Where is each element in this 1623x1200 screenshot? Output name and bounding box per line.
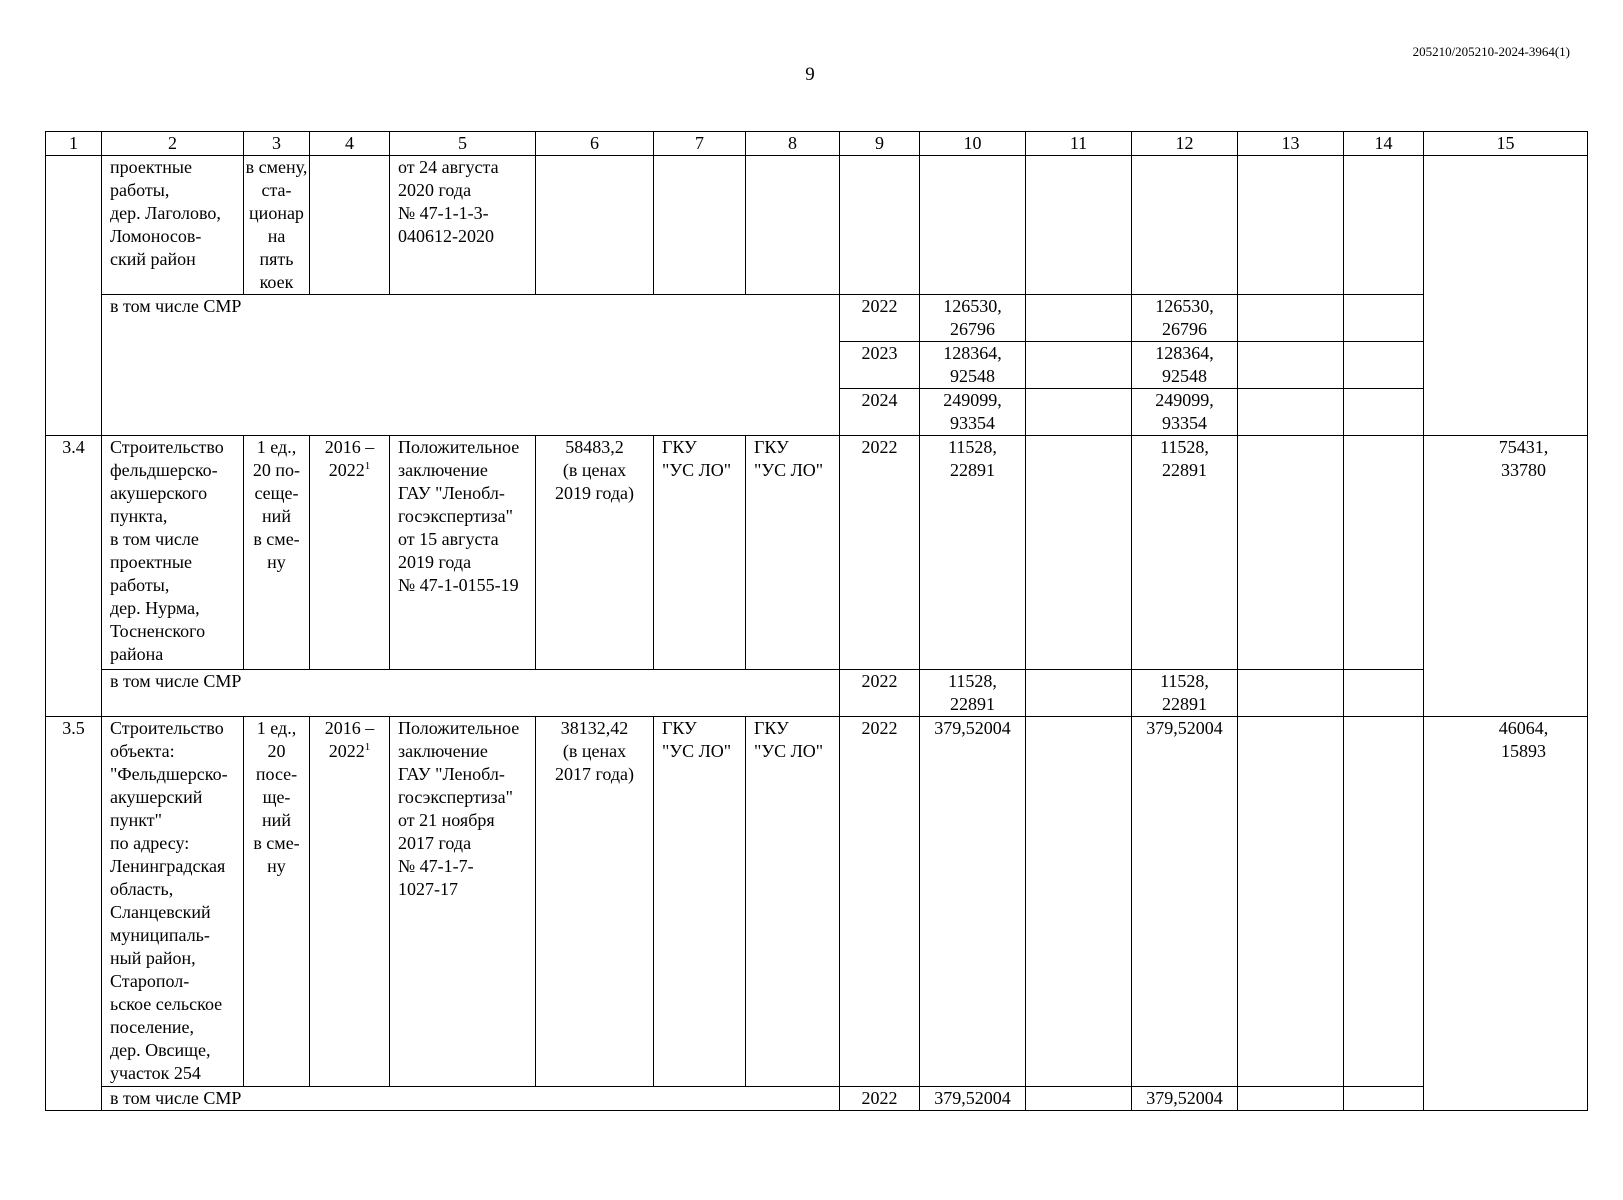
value-cell: 379,52004	[1132, 1087, 1238, 1111]
capacity-cell: 1 ед., 20 по- сеще- ний в сме- ну	[244, 436, 310, 670]
value-cell	[1344, 670, 1424, 717]
year-cell: 2022	[840, 670, 920, 717]
header-cell: 10	[920, 132, 1026, 156]
header-cell: 3	[244, 132, 310, 156]
expertise-cell: Положительное заключение ГАУ "Ленобл- госэкспертиза" от 21 ноября 2017 года № 47-1-7- 1027-17	[390, 717, 536, 1087]
value-cell: 126530, 26796	[920, 295, 1026, 342]
customer-cell: ГКУ "УС ЛО"	[654, 436, 746, 670]
table-row	[46, 717, 1588, 1087]
value-cell: 11528, 22891	[920, 436, 1026, 670]
customer-cell: ГКУ "УС ЛО"	[654, 717, 746, 1087]
header-cell: 2	[102, 132, 244, 156]
period-text: 2016 – 2022	[324, 437, 375, 480]
object-name-cell: проектные работы, дер. Лаголово, Ломоносов- ский район	[102, 156, 244, 295]
capacity-cell: 1 ед., 20 посе- ще- ний в сме- ну	[244, 717, 310, 1087]
value-cell: 126530, 26796	[1132, 295, 1238, 342]
header-cell: 5	[390, 132, 536, 156]
cost-cell	[536, 156, 654, 295]
expertise-cell: Положительное заключение ГАУ "Ленобл- госэкспертиза" от 15 августа 2019 года № 47-1-0155-19	[390, 436, 536, 670]
header-cell: 1	[46, 132, 102, 156]
value-cell: 249099, 93354	[1132, 389, 1238, 436]
value-cell	[1344, 342, 1424, 389]
value-cell	[1026, 295, 1132, 342]
value-cell	[1238, 342, 1344, 389]
cost-cell: 38132,42 (в ценах 2017 года)	[536, 717, 654, 1087]
total-cell: 75431, 33780	[1424, 436, 1588, 717]
value-cell	[1344, 717, 1424, 1087]
investment-table	[45, 131, 1588, 1111]
header-cell: 12	[1132, 132, 1238, 156]
value-cell	[1238, 156, 1344, 295]
value-cell	[1026, 670, 1132, 717]
table-row	[46, 156, 1588, 295]
cost-cell: 58483,2 (в ценах 2019 года)	[536, 436, 654, 670]
expertise-cell: от 24 августа 2020 года № 47-1-1-3- 040612-2020	[390, 156, 536, 295]
smr-label: в том числе СМР	[102, 1087, 840, 1111]
value-cell: 379,52004	[1132, 717, 1238, 1087]
header-cell: 9	[840, 132, 920, 156]
value-cell	[1026, 156, 1132, 295]
header-cell: 4	[310, 132, 390, 156]
table-row	[46, 436, 1588, 670]
document-id: 205210/205210-2024-3964(1)	[1412, 44, 1570, 59]
value-cell: 379,52004	[920, 1087, 1026, 1111]
value-cell	[1238, 717, 1344, 1087]
value-cell	[1132, 156, 1238, 295]
year-cell: 2023	[840, 342, 920, 389]
period-cell	[310, 156, 390, 295]
total-cell	[1424, 156, 1588, 436]
year-cell: 2022	[840, 295, 920, 342]
page-number: 9	[805, 64, 815, 85]
capacity-cell: в смену, ста- ционар на пять коек	[244, 156, 310, 295]
value-cell: 11528, 22891	[920, 670, 1026, 717]
customer-cell	[654, 156, 746, 295]
value-cell	[1026, 389, 1132, 436]
total-cell: 46064, 15893	[1424, 717, 1588, 1111]
value-cell: 249099, 93354	[920, 389, 1026, 436]
value-cell: 11528, 22891	[1132, 436, 1238, 670]
period-cell	[310, 436, 390, 670]
value-cell: 128364, 92548	[920, 342, 1026, 389]
year-cell: 2022	[840, 717, 920, 1087]
smr-label: в том числе СМР	[102, 670, 840, 717]
header-cell: 6	[536, 132, 654, 156]
header-cell: 7	[654, 132, 746, 156]
value-cell: 128364, 92548	[1132, 342, 1238, 389]
year-cell: 2022	[840, 436, 920, 670]
footnote-mark: 1	[364, 741, 371, 753]
header-row	[46, 132, 1588, 156]
header-cell: 11	[1026, 132, 1132, 156]
value-cell	[1344, 1087, 1424, 1111]
value-cell	[1344, 295, 1424, 342]
developer-cell: ГКУ "УС ЛО"	[746, 436, 840, 670]
value-cell: 11528, 22891	[1132, 670, 1238, 717]
table-row	[46, 670, 1588, 717]
smr-label: в том числе СМР	[102, 295, 840, 436]
value-cell: 379,52004	[920, 717, 1026, 1087]
value-cell	[1238, 670, 1344, 717]
row-number-cell: 3.5	[46, 717, 102, 1111]
object-name-cell: Строительство объекта: "Фельдшерско- акушерский пункт" по адресу: Ленинградская область, Сланцевский муниципаль- ный район, Старопол- ьское сельское поселение, дер. Овсище, участок 254	[102, 717, 244, 1087]
value-cell	[1238, 436, 1344, 670]
header-cell: 15	[1424, 132, 1588, 156]
value-cell	[1344, 389, 1424, 436]
developer-cell	[746, 156, 840, 295]
value-cell	[1238, 1087, 1344, 1111]
table-row	[46, 295, 1588, 342]
value-cell	[1344, 436, 1424, 670]
row-number-cell: 3.4	[46, 436, 102, 717]
developer-cell: ГКУ "УС ЛО"	[746, 717, 840, 1087]
value-cell	[1344, 156, 1424, 295]
value-cell	[920, 156, 1026, 295]
value-cell	[1026, 1087, 1132, 1111]
header-cell: 14	[1344, 132, 1424, 156]
value-cell	[1026, 342, 1132, 389]
object-name-cell: Строительство фельдшерско- акушерского пункта, в том числе проектные работы, дер. Нурма, Тосненского района	[102, 436, 244, 670]
row-number-cell	[46, 156, 102, 436]
footnote-mark: 1	[364, 460, 371, 472]
header-cell: 8	[746, 132, 840, 156]
year-cell: 2022	[840, 1087, 920, 1111]
value-cell	[1238, 389, 1344, 436]
value-cell	[1026, 436, 1132, 670]
year-cell	[840, 156, 920, 295]
period-cell	[310, 717, 390, 1087]
header-cell: 13	[1238, 132, 1344, 156]
table-row	[46, 1087, 1588, 1111]
year-cell: 2024	[840, 389, 920, 436]
period-text: 2016 – 2022	[324, 718, 375, 761]
value-cell	[1026, 717, 1132, 1087]
value-cell	[1238, 295, 1344, 342]
